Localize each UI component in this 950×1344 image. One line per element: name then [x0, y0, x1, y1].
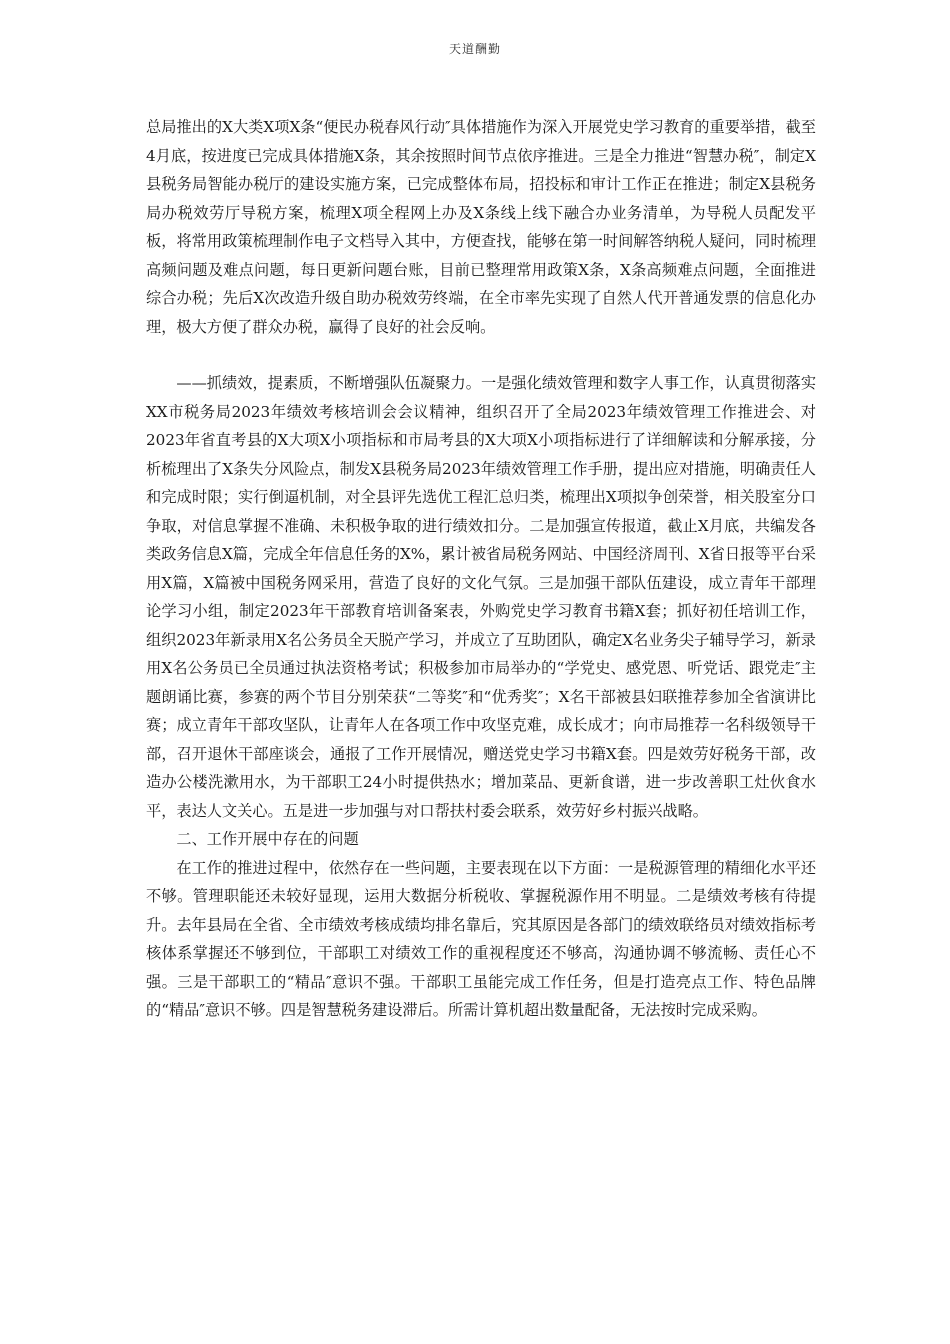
page-header: 天道酬勤	[448, 42, 501, 56]
paragraph-continued: 总局推出的X大类X项X条“便民办税春风行动″具体措施作为深入开展党史学习教育的重要举措，截至4月底，按进度已完成具体措施X条，其余按照时间节点依序推进。三是全力推进“智慧办税″，制定X县税务局智能办税厅的建设实施方案，已完成整体布局，招投标和审计工作正在推进；制定X县税务局办税效劳厅导税方案，梳理X项全程网上办及X条线上线下融合办业务清单，为导税人员配发平板，将常用政策梳理制作电子文档导入其中，方便查找，能够在第一时间解答纳税人疑问，同时梳理高频问题及难点问题，每日更新问题台账，目前已整理常用政策X条，X条高频难点问题，全面推进综合办税；先后X次改造升级自助办税效劳终端，在全市率先实现了自然人代开普通发票的信息化办理，极大方便了群众办税，赢得了良好的社会反响。	[146, 118, 816, 336]
section-heading-problems: 二、工作开展中存在的问题	[176, 830, 359, 848]
document-body	[146, 113, 816, 1025]
paragraph-performance: ——抓绩效，提素质，不断增强队伍凝聚力。一是强化绩效管理和数字人事工作，认真贯彻落实XX市税务局2023年绩效考核培训会会议精神，组织召开了全局2023年绩效管理工作推进会、对2023年省直考县的X大项X小项指标和市局考县的X大项X小项指标进行了详细解读和分解承接，分析梳理出了X条失分风险点，制发X县税务局2023年绩效管理工作手册，提出应对措施，明确责任人和完成时限；实行倒逼机制，对全县评先选优工程汇总归类，梳理出X项拟争创荣誉，相关股室分口争取，对信息掌握不准确、未积极争取的进行绩效扣分。二是加强宣传报道，截止X月底，共编发各类政务信息X篇，完成全年信息任务的X%，累计被省局税务网站、中国经济周刊、X省日报等平台采用X篇，X篇被中国税务网采用，营造了良好的文化气氛。三是加强干部队伍建设，成立青年干部理论学习小组，制定2023年干部教育培训备案表，外购党史学习教育书籍X套；抓好初任培训工作，组织2023年新录用X名公务员全天脱产学习，并成立了互助团队，确定X名业务尖子辅导学习，新录用X名公务员已全员通过执法资格考试；积极参加市局举办的“学党史、感党恩、听党话、跟党走″主题朗诵比赛，参赛的两个节目分别荣获“二等奖″和“优秀奖″；X名干部被县妇联推荐参加全省演讲比赛；成立青年干部攻坚队，让青年人在各项工作中攻坚克难，成长成才；向市局推荐一名科级领导干部，召开退休干部座谈会，通报了工作开展情况，赠送党史学习书籍X套。四是效劳好税务干部，改造办公楼洗漱用水，为干部职工24小时提供热水；增加菜品、更新食谱，进一步改善职工灶伙食水平，表达人文关心。五是进一步加强与对口帮扶村委会联系，效劳好乡村振兴战略。	[146, 374, 816, 820]
paragraph-problems: 在工作的推进过程中，依然存在一些问题，主要表现在以下方面：一是税源管理的精细化水平还不够。管理职能还未较好显现，运用大数据分析税收、掌握税源作用不明显。二是绩效考核有待提升。去年县局在全省、全市绩效考核成绩均排名靠后，究其原因是各部门的绩效联络员对绩效指标考核体系掌握还不够到位，干部职工对绩效工作的重视程度还不够高，沟通协调不够流畅、责任心不强。三是干部职工的“精品″意识不强。干部职工虽能完成工作任务，但是打造亮点工作、特色品牌的“精品″意识不够。四是智慧税务建设滞后。所需计算机超出数量配备，无法按时完成采购。	[146, 858, 816, 1019]
